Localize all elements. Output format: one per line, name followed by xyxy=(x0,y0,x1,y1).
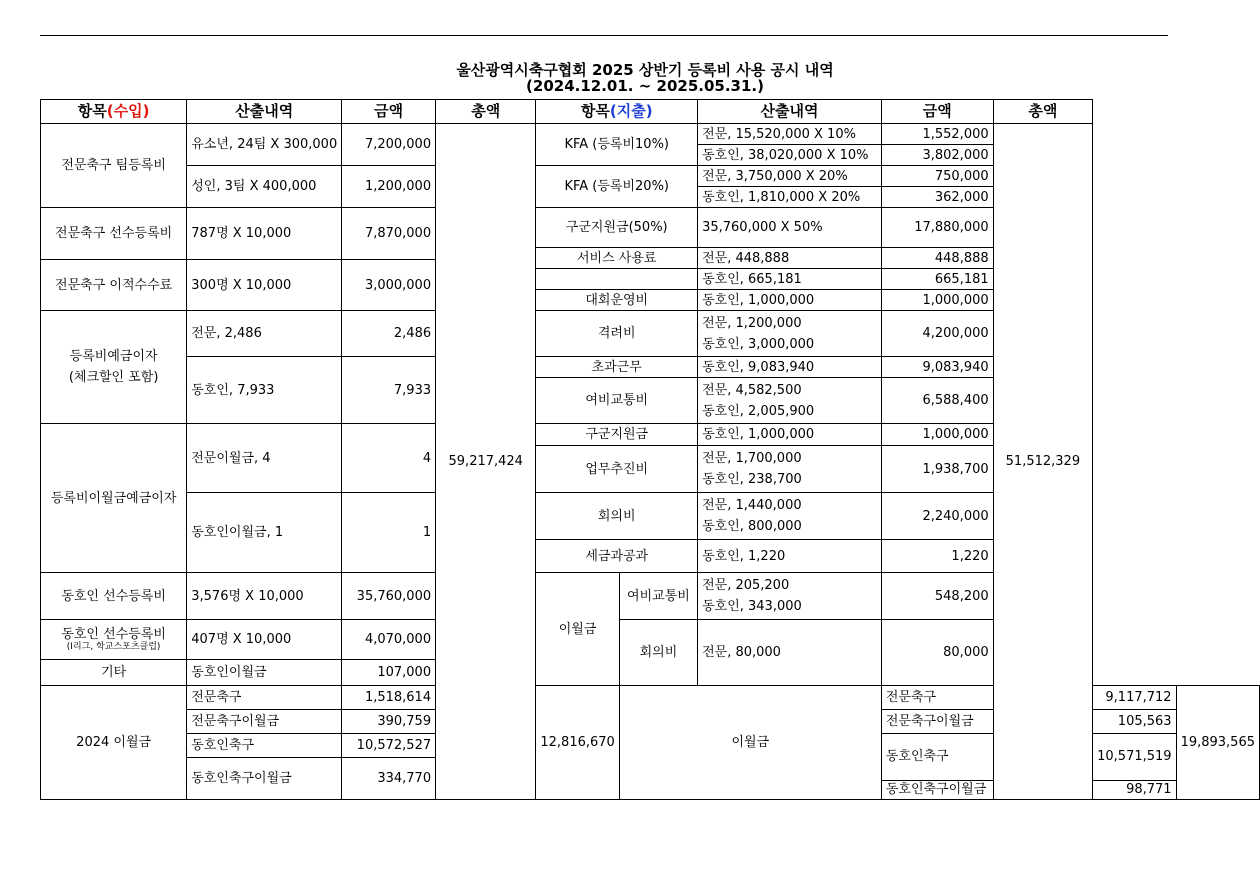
header-income-item: 항목(수입) xyxy=(41,100,187,124)
amount-cell: 1,200,000 xyxy=(342,166,436,208)
carryover-expense-label: 이월금 xyxy=(536,573,619,686)
calc-cell: 407명 X 10,000 xyxy=(187,620,342,660)
amount-cell: 9,083,940 xyxy=(881,357,993,378)
calc-cell: 동호인, 1,000,000 xyxy=(698,424,882,446)
calc-cell: 동호인, 665,181 xyxy=(698,269,882,290)
amount-cell: 448,888 xyxy=(881,248,993,269)
amount-cell: 4 xyxy=(342,424,436,493)
amount-cell: 105,563 xyxy=(1093,710,1176,734)
expense-service-label: 서비스 사용료 xyxy=(536,248,698,269)
amount-cell: 750,000 xyxy=(881,166,993,187)
calc-cell: 35,760,000 X 50% xyxy=(698,208,882,248)
calc-cell: 동호인, 9,083,940 xyxy=(698,357,882,378)
expense-tax-label: 세금과공과 xyxy=(536,540,698,573)
calc-cell: 전문, 80,000 xyxy=(698,620,882,686)
income-player-fee-label: 전문축구 선수등록비 xyxy=(41,208,187,260)
header-total: 총액 xyxy=(436,100,536,124)
calc-cell: 전문, 4,582,500 동호인, 2,005,900 xyxy=(698,378,882,424)
next-carryover-label: 이월금 xyxy=(619,686,881,800)
calc-cell: 동호인, 1,810,000 X 20% xyxy=(698,187,882,208)
header-amount: 금액 xyxy=(342,100,436,124)
expense-district50-label: 구군지원금(50%) xyxy=(536,208,698,248)
amount-cell: 3,802,000 xyxy=(881,145,993,166)
calc-cell: 전문축구 xyxy=(881,686,993,710)
prev-carryover-total: 12,816,670 xyxy=(536,686,619,800)
amount-cell: 2,486 xyxy=(342,311,436,357)
amount-cell: 1,000,000 xyxy=(881,424,993,446)
next-carryover-total: 19,893,565 xyxy=(1176,686,1259,800)
calc-cell: 787명 X 10,000 xyxy=(187,208,342,260)
calc-cell: 전문, 448,888 xyxy=(698,248,882,269)
amount-cell: 7,200,000 xyxy=(342,124,436,166)
amount-cell: 390,759 xyxy=(342,710,436,734)
calc-cell: 전문, 1,440,000 동호인, 800,000 xyxy=(698,493,882,540)
amount-cell: 2,240,000 xyxy=(881,493,993,540)
page-title: 울산광역시축구협회 2025 상반기 등록비 사용 공시 내역 xyxy=(456,61,834,79)
calc-cell: 300명 X 10,000 xyxy=(187,260,342,311)
calc-cell: 전문축구이월금 xyxy=(187,710,342,734)
calc-cell: 전문, 1,200,000 동호인, 3,000,000 xyxy=(698,311,882,357)
expense-business-label: 업무추진비 xyxy=(536,446,698,493)
amount-cell: 4,200,000 xyxy=(881,311,993,357)
amount-cell: 107,000 xyxy=(342,660,436,686)
header-calc: 산출내역 xyxy=(187,100,342,124)
amount-cell: 4,070,000 xyxy=(342,620,436,660)
disclosure-table xyxy=(40,99,1260,800)
amount-cell: 7,933 xyxy=(342,357,436,424)
amount-cell: 7,870,000 xyxy=(342,208,436,260)
expense-total: 51,512,329 xyxy=(993,124,1092,800)
income-carry-interest-label: 등록비이월금예금이자 xyxy=(41,424,187,573)
expense-travel-label: 여비교통비 xyxy=(536,378,698,424)
amount-cell: 1 xyxy=(342,493,436,573)
calc-cell: 전문축구이월금 xyxy=(881,710,993,734)
income-other-label: 기타 xyxy=(41,660,187,686)
carryover-meeting-label: 회의비 xyxy=(619,620,697,686)
carryover-travel-label: 여비교통비 xyxy=(619,573,697,620)
table-row xyxy=(41,124,1260,145)
expense-district-label: 구군지원금 xyxy=(536,424,698,446)
period: (2024.12.01. ~ 2025.05.31.) xyxy=(526,77,764,95)
expense-tournament-label: 대회운영비 xyxy=(536,290,698,311)
header-total: 총액 xyxy=(993,100,1092,124)
income-amateur-fee2-label: 동호인 선수등록비 (I리그, 학교스포츠클럽) xyxy=(41,620,187,660)
amount-cell: 10,572,527 xyxy=(342,734,436,758)
header-row xyxy=(41,100,1260,124)
expense-kfa10-label: KFA (등록비10%) xyxy=(536,124,698,166)
calc-cell: 동호인축구 xyxy=(187,734,342,758)
amount-cell: 9,117,712 xyxy=(1093,686,1176,710)
calc-cell: 동호인, 1,220 xyxy=(698,540,882,573)
amount-cell: 1,220 xyxy=(881,540,993,573)
calc-cell: 전문축구 xyxy=(187,686,342,710)
calc-cell: 성인, 3팀 X 400,000 xyxy=(187,166,342,208)
calc-cell: 전문, 3,750,000 X 20% xyxy=(698,166,882,187)
amount-cell: 1,518,614 xyxy=(342,686,436,710)
calc-cell: 전문, 205,200 동호인, 343,000 xyxy=(698,573,882,620)
amount-cell: 6,588,400 xyxy=(881,378,993,424)
income-total: 59,217,424 xyxy=(436,124,536,800)
calc-cell: 유소년, 24팀 X 300,000 xyxy=(187,124,342,166)
amount-cell: 548,200 xyxy=(881,573,993,620)
expense-overtime-label: 초과근무 xyxy=(536,357,698,378)
amount-cell: 665,181 xyxy=(881,269,993,290)
calc-cell: 동호인, 38,020,000 X 10% xyxy=(698,145,882,166)
header-calc: 산출내역 xyxy=(698,100,882,124)
calc-cell: 동호인, 1,000,000 xyxy=(698,290,882,311)
calc-cell: 동호인이월금 xyxy=(187,660,342,686)
amount-cell: 362,000 xyxy=(881,187,993,208)
income-transfer-fee-label: 전문축구 이적수수료 xyxy=(41,260,187,311)
amount-cell: 3,000,000 xyxy=(342,260,436,311)
amount-cell: 334,770 xyxy=(342,758,436,800)
header-expense-item: 항목(지출) xyxy=(536,100,698,124)
calc-cell: 동호인이월금, 1 xyxy=(187,493,342,573)
calc-cell: 동호인축구이월금 xyxy=(187,758,342,800)
amount-cell: 17,880,000 xyxy=(881,208,993,248)
header-amount: 금액 xyxy=(881,100,993,124)
calc-cell: 전문, 15,520,000 X 10% xyxy=(698,124,882,145)
expense-meeting-label: 회의비 xyxy=(536,493,698,540)
amount-cell: 35,760,000 xyxy=(342,573,436,620)
income-team-fee-label: 전문축구 팀등록비 xyxy=(41,124,187,208)
calc-cell: 동호인, 7,933 xyxy=(187,357,342,424)
income-deposit-interest-label: 등록비예금이자 (체크할인 포함) xyxy=(41,311,187,424)
calc-cell: 전문, 2,486 xyxy=(187,311,342,357)
calc-cell: 3,576명 X 10,000 xyxy=(187,573,342,620)
calc-cell: 동호인축구 동호인축구이월금 xyxy=(881,734,993,800)
amount-cell: 1,938,700 xyxy=(881,446,993,493)
expense-encourage-label: 격려비 xyxy=(536,311,698,357)
top-rule xyxy=(40,35,1168,36)
prev-carryover-label: 2024 이월금 xyxy=(41,686,187,800)
expense-kfa20-label: KFA (등록비20%) xyxy=(536,166,698,208)
income-amateur-fee-label: 동호인 선수등록비 xyxy=(41,573,187,620)
amount-cell: 1,552,000 xyxy=(881,124,993,145)
amount-cell: 10,571,519 98,771 xyxy=(1093,734,1176,800)
amount-cell: 80,000 xyxy=(881,620,993,686)
calc-cell: 전문, 1,700,000 동호인, 238,700 xyxy=(698,446,882,493)
amount-cell: 1,000,000 xyxy=(881,290,993,311)
calc-cell: 전문이월금, 4 xyxy=(187,424,342,493)
